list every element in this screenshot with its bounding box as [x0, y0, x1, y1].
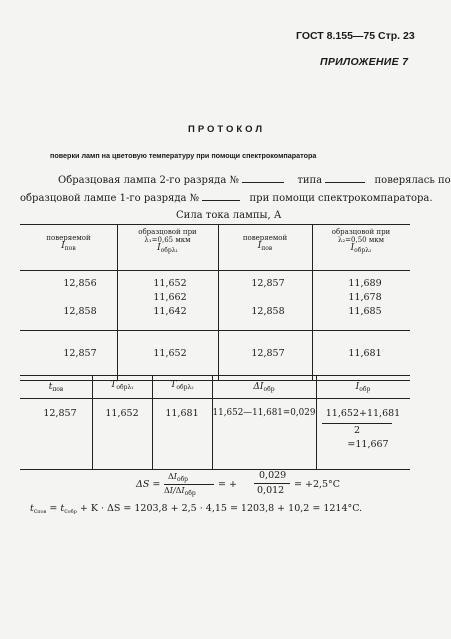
t1-total-cell: 11,652: [153, 348, 187, 359]
t1-cell: 11,685: [348, 306, 382, 317]
lamp-number-blank: [242, 175, 284, 183]
t2-cell-delta: 11,652—11,681=0,029: [212, 408, 316, 418]
protocol-title: ПРОТОКОЛ: [188, 124, 266, 135]
t1-header-ref-2: образцовой при λ₂=0,50 мкм Iобрλ₂: [331, 228, 391, 254]
t2-header-tested: tпов: [48, 382, 64, 393]
line2-text-b: при помощи спектрокомпаратора.: [249, 193, 433, 204]
f1-result: = +2,5°C: [294, 479, 341, 490]
t1-total-cell: 11,681: [348, 348, 382, 359]
f1-eq: = +: [218, 479, 237, 490]
t1-cell: 11,689: [348, 278, 382, 289]
line2-text-a: образцовой лампе 1-го разряда №: [20, 193, 200, 204]
t1-header-ref-1: образцовой при λ₁=0,65 мкм Iобрλ₁: [138, 228, 197, 254]
t2-cell-mean-den: 2: [353, 425, 361, 436]
t1-cell: 12,858: [63, 306, 97, 317]
t2-cell-mean-num: 11,652+11,681: [325, 408, 401, 419]
t1-header-tested-2: поверяемой Iпов: [242, 234, 288, 252]
t2-cell-mean-result: =11,667: [347, 439, 389, 450]
gost-header: ГОСТ 8.155—75 Стр. 23: [296, 30, 415, 42]
protocol-subtitle: поверки ламп на цветовую температуру при помощи спектрокомпаратора: [50, 151, 317, 160]
body-line-2: [20, 193, 433, 204]
t2-header-mean: Iобр: [355, 382, 371, 393]
t1-cell: 11,642: [153, 306, 187, 317]
t2-cell-tested: 12,857: [43, 408, 77, 419]
t1-cell: 12,857: [251, 278, 285, 289]
line1-text-a: Образцовая лампа 2-го разряда №: [58, 175, 239, 186]
f1-lhs: ΔS =: [136, 479, 161, 490]
t1-header-tested-1: поверяемой Iпов: [46, 234, 91, 252]
t1-total-cell: 12,857: [251, 348, 285, 359]
t2-header-delta: ΔIобр: [253, 382, 275, 393]
appendix-label: ПРИЛОЖЕНИЕ 7: [320, 56, 409, 68]
t1-cell: 11,678: [348, 292, 382, 303]
line1-text-c: поверялась по: [374, 175, 451, 186]
t2-cell-ref-l2: 11,681: [165, 408, 199, 419]
f2-tail: + K · ΔS = 1203,8 + 2,5 · 4,15 = 1203,8 + 10,2 = 1214°C.: [79, 503, 363, 514]
ref-lamp-blank: [202, 193, 240, 201]
current-label: Сила тока лампы, А: [176, 210, 282, 221]
t1-cell: 12,856: [63, 278, 97, 289]
t2-header-ref-l1: Tобрλ₁: [110, 380, 134, 391]
body-line-1: [58, 175, 451, 186]
t2-header-ref-l2: Tобрλ₂: [170, 380, 194, 391]
t1-total-cell: 12,857: [63, 348, 97, 359]
t2-cell-ref-l1: 11,652: [105, 408, 139, 419]
t1-cell: 11,652: [153, 278, 187, 289]
t1-cell: 11,662: [153, 292, 187, 303]
f1-num2: 0,029: [259, 470, 287, 481]
f1-numerator: $\Delta I_{обр}$: [168, 472, 189, 483]
f1-den2: 0,012: [257, 485, 285, 496]
type-blank: [325, 175, 365, 183]
formula-temperature: $t_{cпов} = t_{cобр} + K \cdot \Delta S = 1203,8 + 2,5 \cdot 4,15 = 1203,8 + 10,2 = 1214^\circ C$.: [30, 503, 363, 515]
line1-text-b: типа: [297, 175, 323, 186]
f1-denominator: $\Delta I/\Delta I_{обр}$: [164, 486, 196, 497]
t1-cell: 12,858: [251, 306, 285, 317]
